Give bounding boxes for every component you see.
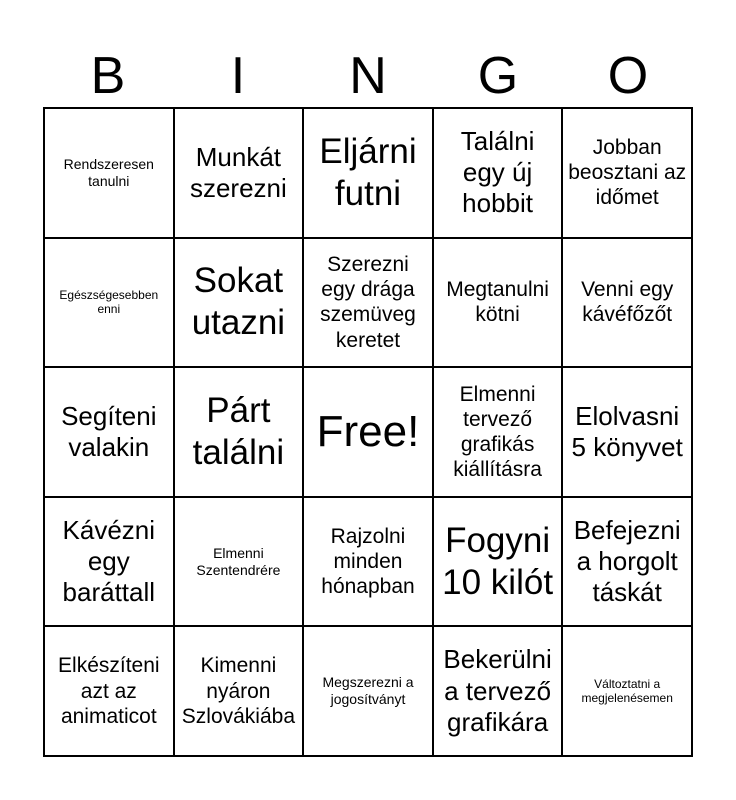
bingo-cell[interactable]: Kimenni nyáron Szlovákiába	[175, 627, 305, 757]
bingo-cell[interactable]: Elmenni Szentendrére	[175, 498, 305, 628]
bingo-cell[interactable]: Eljárni futni	[304, 109, 434, 239]
bingo-cell[interactable]: Sokat utazni	[175, 239, 305, 369]
bingo-cell[interactable]: Rendszeresen tanulni	[45, 109, 175, 239]
header-letter-n: N	[349, 47, 387, 105]
bingo-cell[interactable]: Kávézni egy baráttall	[45, 498, 175, 628]
bingo-grid	[43, 107, 693, 757]
bingo-cell[interactable]: Venni egy kávéfőzőt	[563, 239, 693, 369]
bingo-cell[interactable]: Rajzolni minden hónapban	[304, 498, 434, 628]
header-letter-o: O	[607, 47, 649, 105]
bingo-cell[interactable]: Bekerülni a tervező grafikára	[434, 627, 564, 757]
header-letter-i: I	[230, 47, 246, 105]
bingo-cell[interactable]: Találni egy új hobbit	[434, 109, 564, 239]
bingo-cell[interactable]: Változtatni a megjelenésemen	[563, 627, 693, 757]
bingo-header	[43, 48, 693, 104]
header-letter-b: B	[90, 47, 126, 105]
bingo-cell[interactable]: Szerezni egy drága szemüveg keretet	[304, 239, 434, 369]
bingo-cell[interactable]: Elkészíteni azt az animaticot	[45, 627, 175, 757]
bingo-cell[interactable]: Fogyni 10 kilót	[434, 498, 564, 628]
bingo-cell[interactable]: Megszerezni a jogosítványt	[304, 627, 434, 757]
bingo-cell[interactable]: Elolvasni 5 könyvet	[563, 368, 693, 498]
bingo-cell[interactable]: Munkát szerezni	[175, 109, 305, 239]
header-letter-g: G	[477, 47, 519, 105]
bingo-cell[interactable]: Egészségesebben enni	[45, 239, 175, 369]
bingo-cell[interactable]: Befejezni a horgolt táskát	[563, 498, 693, 628]
bingo-cell[interactable]: Párt találni	[175, 368, 305, 498]
bingo-cell[interactable]: Elmenni tervező grafikás kiállításra	[434, 368, 564, 498]
free-space-cell[interactable]: Free!	[304, 368, 434, 498]
bingo-cell[interactable]: Jobban beosztani az időmet	[563, 109, 693, 239]
bingo-cell[interactable]: Megtanulni kötni	[434, 239, 564, 369]
bingo-cell[interactable]: Segíteni valakin	[45, 368, 175, 498]
